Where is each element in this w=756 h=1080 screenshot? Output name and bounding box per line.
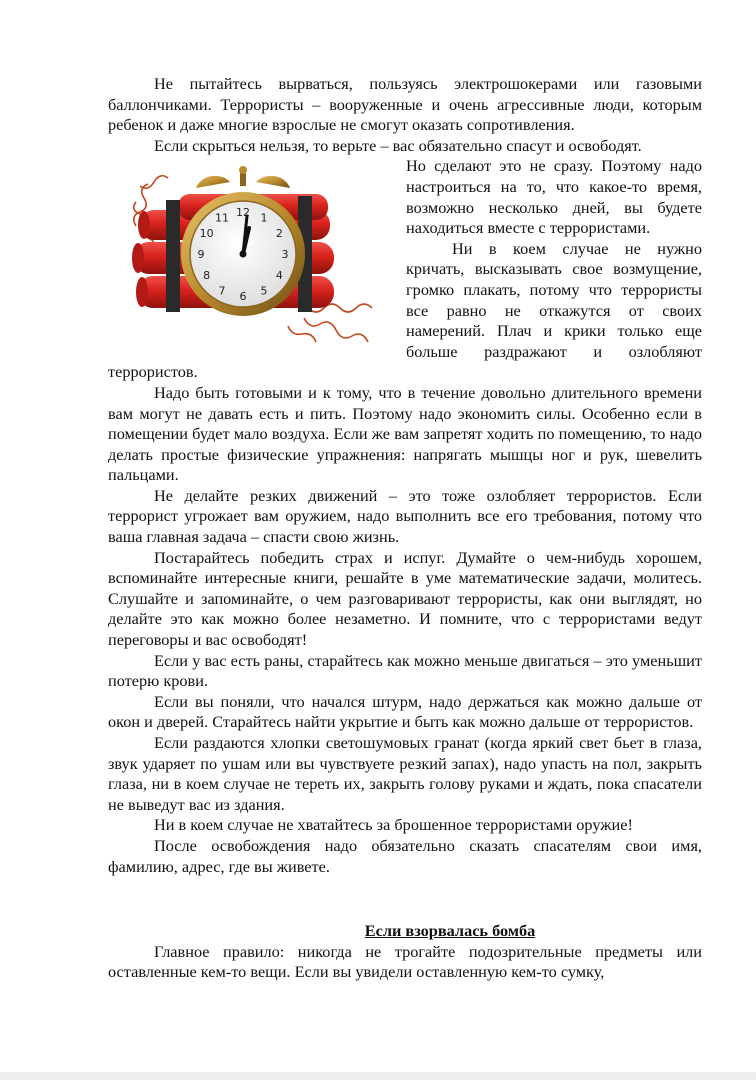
section-gap	[108, 877, 702, 921]
paragraph: Если скрыться нельзя, то верьте – вас обязательно спасут и освободят.	[154, 135, 642, 155]
section-heading: Если взорвалась бомба	[364, 921, 536, 941]
clock-bells	[196, 166, 290, 188]
dynamite-clock-icon	[108, 158, 398, 344]
document-text	[108, 74, 702, 983]
paragraph: Если вы поняли, что начался штурм, надо держаться как можно дальше от окон и дверей. Старайтесь найти укрытие и быть как можно дальше от террористов.	[108, 691, 702, 732]
clock-numeral: 9	[197, 248, 205, 262]
alarm-clock	[181, 192, 305, 316]
clock-numeral: 8	[203, 269, 211, 283]
page-bottom-edge	[0, 1072, 756, 1080]
clock-numeral: 10	[199, 227, 214, 241]
clock-numeral: 7	[218, 284, 226, 298]
clock-numeral: 2	[275, 227, 283, 241]
clock-numeral: 11	[215, 212, 229, 226]
clock-numeral: 1	[260, 212, 268, 226]
paragraph: Если у вас есть раны, старайтесь как можно меньше двигаться – это уменьшит потерю крови.	[108, 650, 702, 691]
clock-numeral: 12	[236, 206, 250, 220]
paragraph: Не делайте резких движений – это тоже озлобляет террористов. Если террорист угрожает вам оружием, надо выполнить все его требования, потому что ваша главная задача – спасти свою жизнь.	[108, 485, 702, 547]
paragraph: После освобождения надо обязательно сказать спасателям свои имя, фамилию, адрес, где вы живете.	[108, 835, 702, 876]
paragraph: Но сделают это не сразу. Поэтому надо настроиться на то, что какое-то время, возможно несколько дней, вы будете находиться вместе с террористами.	[406, 156, 702, 238]
clock-numeral: 4	[275, 269, 283, 283]
paragraph: Главное правило: никогда не трогайте подозрительные предметы или оставленные кем-то вещи. Если вы увидели оставленную кем-то сумку,	[108, 941, 702, 982]
paragraph: Ни в коем случае не нужно кричать, высказывать свое возмущение, громко плакать, потому что террористы все равно не откажутся от своих намерений. Плач и крики только еще больше раздражают и озлобляют террористов.	[108, 238, 702, 382]
paragraph: Если раздаются хлопки светошумовых гранат (когда яркий свет бьет в глаза, звук ударяет по ушам или вы чувствуете резкий запах), надо упасть на пол, закрыть глаза, ни в коем случае не тереть их, закрыть голову руками и ждать, пока спасатели не выведут вас из здания.	[108, 733, 702, 814]
clock-numeral: 5	[260, 284, 268, 298]
dynamite-clock-image	[108, 158, 398, 344]
clock-numeral: 3	[281, 248, 289, 262]
clock-numeral: 6	[239, 290, 247, 304]
paragraph: Надо быть готовыми и к тому, что в течение довольно длительного времени вам могут не давать есть и пить. Поэтому надо экономить силы. Особенно если в помещении будет мало воздуха. Если же вам запретят ходить по помещению, то надо делать простые физические упражнения: напрягать мышцы ног и рук, шевелить пальцами.	[108, 382, 702, 485]
paragraph: Ни в коем случае не хватайтесь за брошенное террористами оружие!	[154, 815, 633, 835]
illustrated-block	[108, 156, 702, 383]
paragraph: Не пытайтесь вырваться, пользуясь электрошокерами или газовыми баллончиками. Террористы – вооруженные и очень агрессивные люди, которым ребенок и даже многие взрослые не смогут оказать сопротивления.	[108, 74, 702, 135]
paragraph: Постарайтесь победить страх и испуг. Думайте о чем-нибудь хорошем, вспоминайте интересные книги, решайте в уме математические задачи, молитесь. Слушайте и запоминайте, о чем разговаривают террористы, как они выглядят, но делайте это как можно более незаметно. И помните, что с террористами ведут переговоры и вас освободят!	[108, 547, 702, 650]
